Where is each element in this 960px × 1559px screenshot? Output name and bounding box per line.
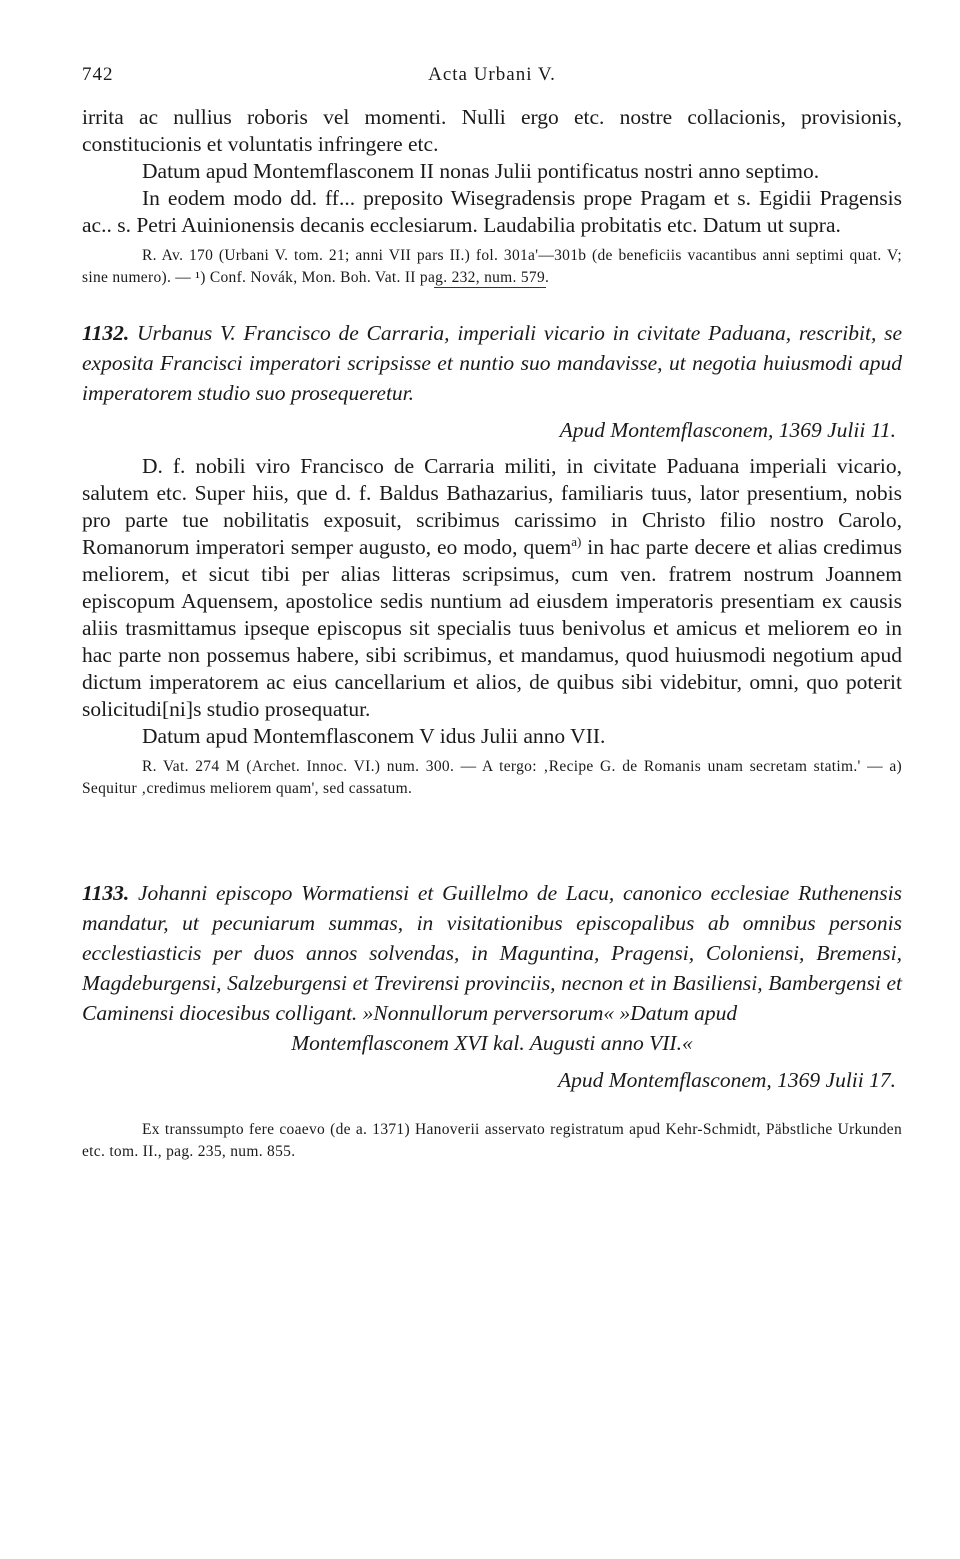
entry-1133-dateline: Apud Montemflasconem, 1369 Julii 17.: [558, 1068, 896, 1092]
entry-1133-head-last: Montemflasconem XVI kal. Augusti anno VII.«: [291, 1031, 693, 1055]
footnote-marker-a: a): [571, 533, 582, 549]
document-page: [82, 56, 902, 1163]
entry-1132-note: R. Vat. 274 M (Archet. Innoc. VI.) num. 300. — A tergo: ‚Recipe G. de Romanis unam secretam statim.' — a) Sequitur ‚credimus meliorem quam', sed cassatum.: [82, 758, 902, 797]
entry-1132-head: Urbanus V. Francisco de Carraria, imperiali vicario in civitate Paduana, rescribit, se exposita Francisci imperatori scripsisse et nuntio suo mandavisse, ut negotia huiusmodi apud imperatorem studio suo prosequeretur.: [82, 321, 903, 405]
entry-1133-number: 1133.: [82, 881, 130, 905]
entry-1133-summary: [82, 878, 902, 1028]
page-number: 742: [82, 64, 114, 85]
paragraph-continuation: irrita ac nullius roboris vel momenti. Nulli ergo etc. nostre collacionis, provisionis, constitucionis et voluntatis infringere etc.: [82, 105, 902, 156]
entry-1132-datum: Datum apud Montemflasconem V idus Julii anno VII.: [142, 724, 606, 748]
entry-1132-summary: [82, 318, 902, 408]
entry-1132-text-b: in hac parte decere et alias credimus meliorem, et sicut tibi per alias litteras scripsimus, cum ven. fratrem nostrum Joannem episcopum Aquensem, apostolice sedis nuntium ad eiusdem imperatoris presentiam ex causis aliis trasmittamus ipseque episcopus sit specialis tuus benivolus et amicus et meliorem eo in hac parte non possemus habere, sibi scribimus, et mandamus, quod huiusmodi negotium apud dictum imperatorem ac eius cancellarium et alios, de quibus sibi videbitur, omni, quo poterit solicitudi[ni]s studio prosequatur.: [82, 535, 902, 721]
entry-1133-head: Johanni episcopo Wormatiensi et Guillelmo de Lacu, canonico ecclesiae Ruthenensis mandatur, ut pecuniarum summas, in visitationibus episcopalibus ab omnibus personis ecclestiasticis per duos annos solvendas, in Maguntina, Pragensi, Coloniensi, Bremensi, Magdeburgensi, Salzeburgensi et Trevirensi provinciis, necnon et in Basiliensi, Bambergensi et Caminensi diocesibus colligant. »Nonnullorum perversorum« »Datum apud: [82, 881, 903, 1025]
entry-1132-text-a: D. f. nobili viro Francisco de Carraria militi, in civitate Paduana imperiali vicario, salutem etc. Super hiis, que d. f. Baldus Bathazarius, familiaris tuus, lator presentium, nobis pro parte tue nobilitatis exposuit, scribimus carissimo in Christo filio nostro Carolo, Romanorum imperatori semper augusto, eo modo, quem: [82, 454, 902, 559]
running-title: Acta Urbani V.: [428, 64, 556, 85]
entry-1132-letter: [82, 453, 902, 723]
entry-1132-number: 1132.: [82, 321, 130, 345]
running-head: [82, 56, 902, 104]
paragraph-eodem-modo: In eodem modo dd. ff... preposito Wisegradensis prope Pragam et s. Egidii Pragensis ac.. s. Petri Auinionensis decanis ecclesiarum. Laudabilia probitatis etc. Datum ut supra.: [82, 186, 902, 237]
paragraph-datum: Datum apud Montemflasconem II nonas Julii pontificatus nostri anno septimo.: [142, 159, 820, 183]
entry-1133-note: Ex transsumpto fere coaevo (de a. 1371) Hanoverii asservato registratum apud Kehr-Schmidt, Päbstliche Urkunden etc. tom. II., pag. 235, num. 855.: [82, 1121, 902, 1160]
footnote-1131: R. Av. 170 (Urbani V. tom. 21; anni VII pars II.) fol. 301a'—301b (de beneficiis vacantibus anni septimi quat. V; sine numero). — ¹) Conf. Novák, Mon. Boh. Vat. II pag. 232, num. 579.: [82, 247, 902, 286]
entry-1132-dateline: Apud Montemflasconem, 1369 Julii 11.: [559, 418, 896, 442]
